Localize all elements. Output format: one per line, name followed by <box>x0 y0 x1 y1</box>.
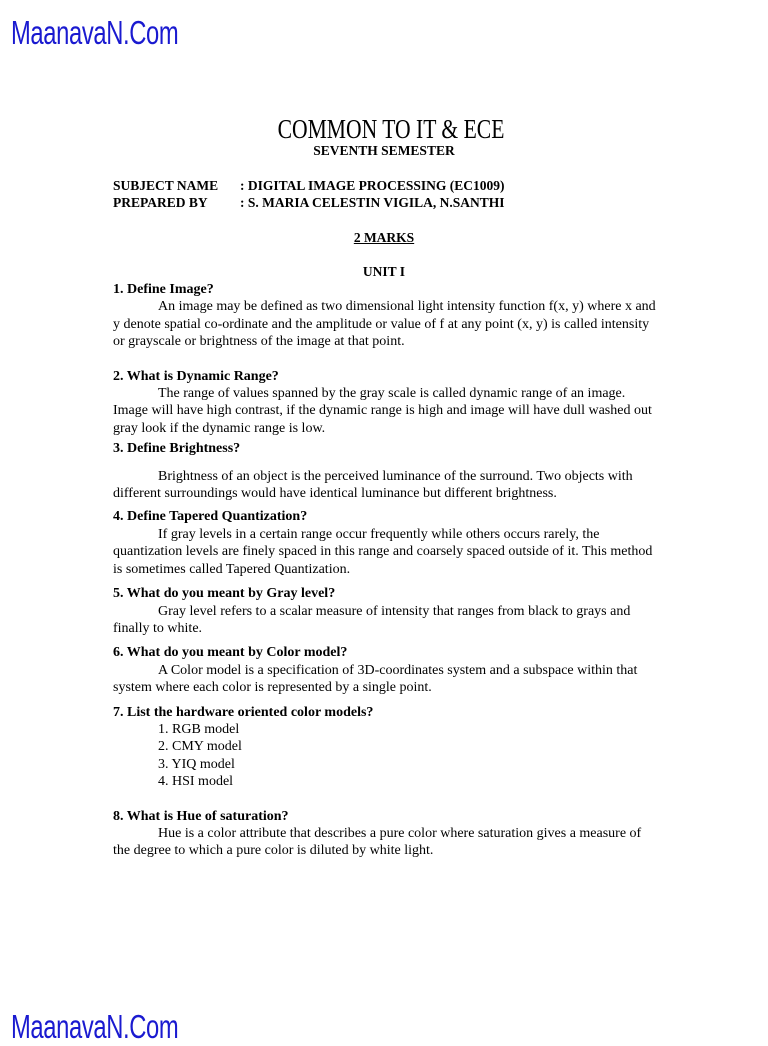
question-answer: A Color model is a specification of 3D-coordinates system and a subspace within that system where each color is represented by a single point. <box>113 662 638 696</box>
question-title: 3. Define Brightness? <box>113 441 241 457</box>
questions-section <box>113 281 658 860</box>
question-answer: The range of values spanned by the gray scale is called dynamic range of an image. Image will have high contrast, if the dynamic range is high and image will have dull washed out gray look if the dynamic range is low. <box>113 386 652 436</box>
list-item: 4. HSI model <box>158 774 234 790</box>
question-answer: An image may be defined as two dimensional light intensity function f(x, y) where x and y denote spatial co-ordinate and the amplitude or value of f at any point (x, y) is called intensity or grayscale or brightness of the image at that point. <box>113 299 656 350</box>
question-5 <box>113 585 658 637</box>
subject-line <box>113 178 505 194</box>
question-answer: If gray levels in a certain range occur frequently while others occurs rarely, the quantization levels are finely spaced in this range and coarsely spaced outside of it. This method is sometimes called Tapered Quantization. <box>113 526 653 577</box>
question-8 <box>113 808 658 860</box>
list-item: 1. RGB model <box>158 721 240 737</box>
prepared-value: : S. MARIA CELESTIN VIGILA, N.SANTHI <box>240 195 505 210</box>
page-title: COMMON TO IT & ECE <box>277 114 505 144</box>
question-answer: Brightness of an object is the perceived luminance of the surround. Two objects with different surroundings would have identical luminance but different brightness. <box>113 468 633 502</box>
subject-value: : DIGITAL IMAGE PROCESSING (EC1009) <box>240 178 505 193</box>
question-2 <box>113 368 658 438</box>
question-answer: Gray level refers to a scalar measure of intensity that ranges from black to grays and finally to white. <box>113 603 631 636</box>
list-item: 3. YIQ model <box>158 756 235 772</box>
question-title: 1. Define Image? <box>113 282 214 297</box>
question-4 <box>113 508 658 578</box>
site-watermark-logo-bottom: MaanavaN.Com <box>11 1008 179 1045</box>
subject-label: SUBJECT NAME <box>113 178 219 193</box>
question-6 <box>113 644 658 696</box>
prepared-by-line <box>113 195 505 211</box>
question-title: 7. List the hardware oriented color models? <box>113 704 374 720</box>
unit-heading: UNIT I <box>362 264 406 279</box>
question-title: 6. What do you meant by Color model? <box>113 645 348 661</box>
question-title: 4. Define Tapered Quantization? <box>113 509 308 525</box>
question-1 <box>113 281 658 351</box>
question-7 <box>113 704 658 791</box>
list-item: 2. CMY model <box>158 739 242 755</box>
prepared-label: PREPARED BY <box>113 195 208 210</box>
semester-heading: SEVENTH SEMESTER <box>313 143 455 158</box>
question-title: 2. What is Dynamic Range? <box>113 368 279 384</box>
question-answer: Hue is a color attribute that describes a pure color where saturation gives a measure of the degree to which a pure color is diluted by white light. <box>113 825 642 859</box>
marks-heading: 2 MARKS <box>353 230 415 245</box>
question-title: 8. What is Hue of saturation? <box>113 808 289 824</box>
question-3 <box>113 440 658 502</box>
question-title: 5. What do you meant by Gray level? <box>113 586 336 602</box>
site-watermark-logo: MaanavaN.Com <box>11 14 179 51</box>
